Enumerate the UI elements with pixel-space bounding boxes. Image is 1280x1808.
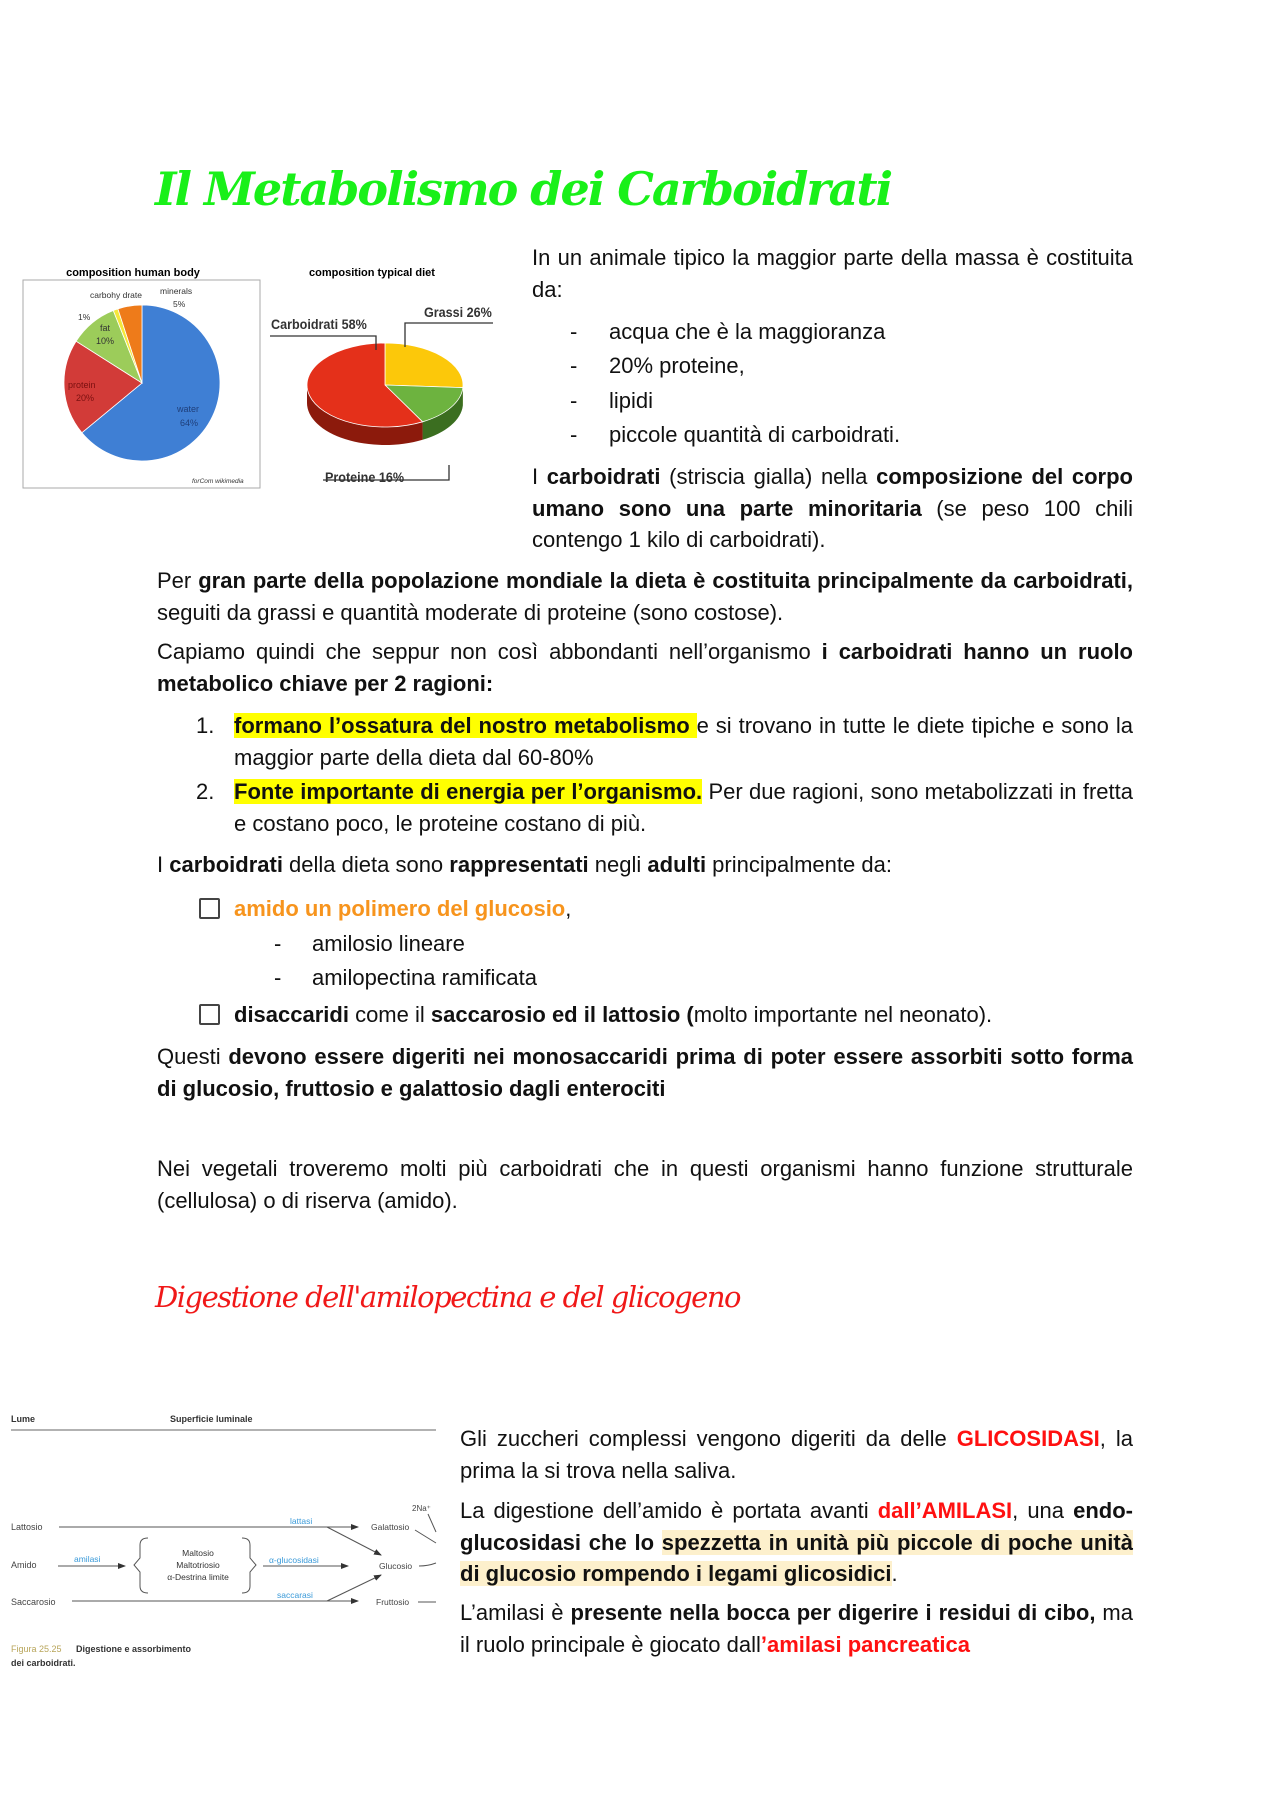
intro-paragraph	[532, 242, 1133, 305]
bold-text: endo-glucosidasi che lo	[460, 1498, 1133, 1555]
text-run: Gli zuccheri complessi vengono digeriti da delle	[460, 1426, 957, 1451]
lume-label: Lume	[11, 1414, 36, 1424]
bullet-dash: -	[570, 353, 578, 378]
text-run: ma il ruolo principale è giocato dall	[460, 1600, 1133, 1657]
carboidrati-body-paragraph	[532, 461, 1133, 556]
text-run: (se peso 100 chili contengo 1 kilo di carboidrati).	[532, 495, 1134, 552]
fruttosio-label: Fruttosio	[376, 1597, 410, 1607]
glicosidasi-paragraph	[460, 1423, 1133, 1486]
label-water: water	[177, 404, 200, 414]
composition-charts	[0, 240, 520, 500]
bold-text: i carboidrati hanno un ruolo metabolico chiave per 2 ragioni:	[157, 639, 1133, 696]
maltosio-label: Maltosio	[182, 1548, 214, 1558]
red-emphasis-text: GLICOSIDASI	[956, 1426, 1100, 1451]
amilasi-pancreatica-paragraph	[460, 1597, 1133, 1660]
text-run: molto importante nel neonato).	[693, 1002, 993, 1027]
vegetali-paragraph	[157, 1153, 1133, 1216]
figure-title: Digestione e assorbimento	[76, 1644, 192, 1654]
glucosidasi-label: α-glucosidasi	[269, 1555, 319, 1565]
text-run: In un animale tipico la maggior parte della massa è costituita da:	[532, 245, 1133, 302]
text-run: , la prima la si trova nella saliva.	[460, 1426, 1133, 1483]
text-run: della dieta sono	[282, 852, 450, 877]
text-run: come il	[348, 1002, 431, 1027]
label-carboidrati: Carboidrati 58%	[271, 316, 367, 333]
digestion-diagram	[0, 1400, 450, 1700]
reason-item	[234, 776, 1133, 839]
diet-paragraph	[157, 565, 1133, 628]
bold-text: carboidrati	[169, 852, 283, 877]
pie-slice	[385, 343, 463, 388]
amilasi-paragraph	[460, 1495, 1133, 1590]
superficie-label: Superficie luminale	[170, 1414, 253, 1424]
bullet-item: piccole quantità di carboidrati.	[609, 422, 901, 447]
glucosio-label: Glucosio	[379, 1561, 413, 1571]
bullet-dash: -	[570, 319, 578, 344]
digestion-paragraph	[157, 1041, 1133, 1104]
label-protein: protein	[68, 380, 96, 390]
label-water-pct: 64%	[180, 418, 199, 428]
bold-text: devono essere digeriti nei monosaccaridi prima di poter essere assorbiti sotto forma di glucosio, fruttosio e galattosio dagli enterociti	[157, 1044, 1133, 1101]
destrina-label: α-Destrina limite	[167, 1572, 229, 1582]
chart-credit: forCom wikimedia	[192, 478, 244, 485]
reason-number: 1.	[196, 713, 215, 738]
label-proteine: Proteine 16%	[325, 469, 405, 486]
text-run: L’amilasi è	[460, 1600, 571, 1625]
maltotriosio-label: Maltotriosio	[176, 1560, 220, 1570]
amilasi-label: amilasi	[74, 1554, 101, 1564]
sodium-label: 2Na⁺	[412, 1504, 431, 1513]
label-protein-pct: 20%	[76, 393, 95, 403]
text-run: I	[532, 464, 547, 489]
bullet-dash: -	[570, 388, 578, 413]
amido-label: Amido	[11, 1560, 37, 1570]
bullet-item: 20% proteine,	[609, 353, 745, 378]
galattosio-label: Galattosio	[371, 1522, 410, 1532]
bold-text: gran parte della popolazione mondiale la dieta è costituita principalmente da carboidrati,	[198, 568, 1133, 593]
bold-text: saccarosio ed il lattosio (	[430, 1002, 694, 1027]
text-run: Nei vegetali troveremo molti più carboidrati che in questi organismi hanno funzione strutturale (cellulosa) o di riserva (amido).	[157, 1156, 1133, 1213]
text-run: (striscia gialla) nella	[660, 464, 877, 489]
check-item-amido	[234, 893, 571, 925]
bold-text: carboidrati	[546, 464, 661, 489]
text-run: ,	[565, 896, 572, 921]
sub-dash: -	[274, 931, 282, 956]
check-item-disaccaridi	[234, 999, 992, 1031]
bold-text: composizione del corpo umano sono una parte minoritaria	[532, 464, 1133, 521]
sub-item: amilosio lineare	[312, 931, 465, 956]
text-run: , una	[1012, 1498, 1074, 1523]
saccarasi-label: saccarasi	[277, 1590, 313, 1600]
figure-title-cont: dei carboidrati.	[11, 1658, 76, 1668]
text-run: Per	[157, 568, 199, 593]
text-run: La digestione dell’amido è portata avanti	[460, 1498, 878, 1523]
checkbox[interactable]	[199, 1004, 220, 1025]
text-run: Per due ragioni, sono metabolizzati in fretta e costano poco, le proteine costano di più.	[234, 779, 1133, 836]
checkbox[interactable]	[199, 898, 220, 919]
red-emphasis-text: ’amilasi pancreatica	[760, 1631, 970, 1657]
bullet-item: acqua che è la maggioranza	[609, 319, 886, 344]
text-run: principalmente da:	[706, 852, 892, 877]
figure-number: Figura 25.25	[11, 1644, 62, 1654]
label-fat-pct: 10%	[96, 336, 115, 346]
bold-text: rappresentati	[449, 852, 589, 877]
bullet-item: lipidi	[609, 388, 654, 413]
highlighted-text: formano l’ossatura del nostro metabolismo	[234, 713, 697, 738]
text-run: negli	[588, 852, 648, 877]
bold-text: adulti	[647, 852, 707, 877]
bold-text: disaccaridi	[234, 1002, 349, 1027]
text-run: e si trovano in tutte le diete tipiche e sono la maggior parte della dieta dal 60-80%	[234, 713, 1133, 770]
bold-text: presente nella bocca per digerire i residui di cibo,	[570, 1600, 1096, 1625]
page-title: Il Metabolismo dei Carboidrati	[155, 162, 892, 216]
bullet-dash: -	[570, 422, 578, 447]
section-subtitle: Digestione dell'amilopectina e del glicogeno	[155, 1280, 740, 1314]
red-emphasis-text: dall’AMILASI	[877, 1498, 1013, 1523]
highlighted-text: spezzetta in unità più piccole di poche unità di glucosio rompendo i legami glicosidici	[460, 1529, 1133, 1586]
text-run: I	[157, 852, 170, 877]
reason-item	[234, 710, 1133, 773]
sub-item: amilopectina ramificata	[312, 965, 537, 990]
reason-number: 2.	[196, 779, 215, 804]
label-grassi: Grassi 26%	[424, 304, 492, 321]
orange-emphasis-text: amido un polimero del glucosio	[234, 896, 566, 921]
key-role-paragraph	[157, 636, 1133, 699]
lattasi-label: lattasi	[290, 1516, 313, 1526]
body-chart-title: composition human body	[66, 267, 200, 279]
label-carbohydrate: carbohy drate	[90, 290, 142, 300]
label-minerals-pct: 5%	[173, 299, 186, 309]
diet-chart-title: composition typical diet	[309, 267, 435, 279]
label-minerals: minerals	[160, 286, 193, 296]
highlighted-text: Fonte importante di energia per l’organismo.	[234, 779, 703, 804]
lattosio-label: Lattosio	[11, 1522, 43, 1532]
saccarosio-label: Saccarosio	[11, 1597, 56, 1607]
label-fat: fat	[100, 323, 111, 333]
label-carbohydrate-pct: 1%	[78, 312, 91, 322]
text-run: .	[891, 1561, 898, 1586]
adulti-paragraph	[157, 849, 1133, 881]
text-run: seguiti da grassi e quantità moderate di proteine (sono costose).	[157, 599, 784, 625]
sub-dash: -	[274, 965, 282, 990]
text-run: Capiamo quindi che seppur non così abbondanti nell’organismo	[157, 639, 822, 664]
text-run: Questi	[157, 1044, 229, 1069]
